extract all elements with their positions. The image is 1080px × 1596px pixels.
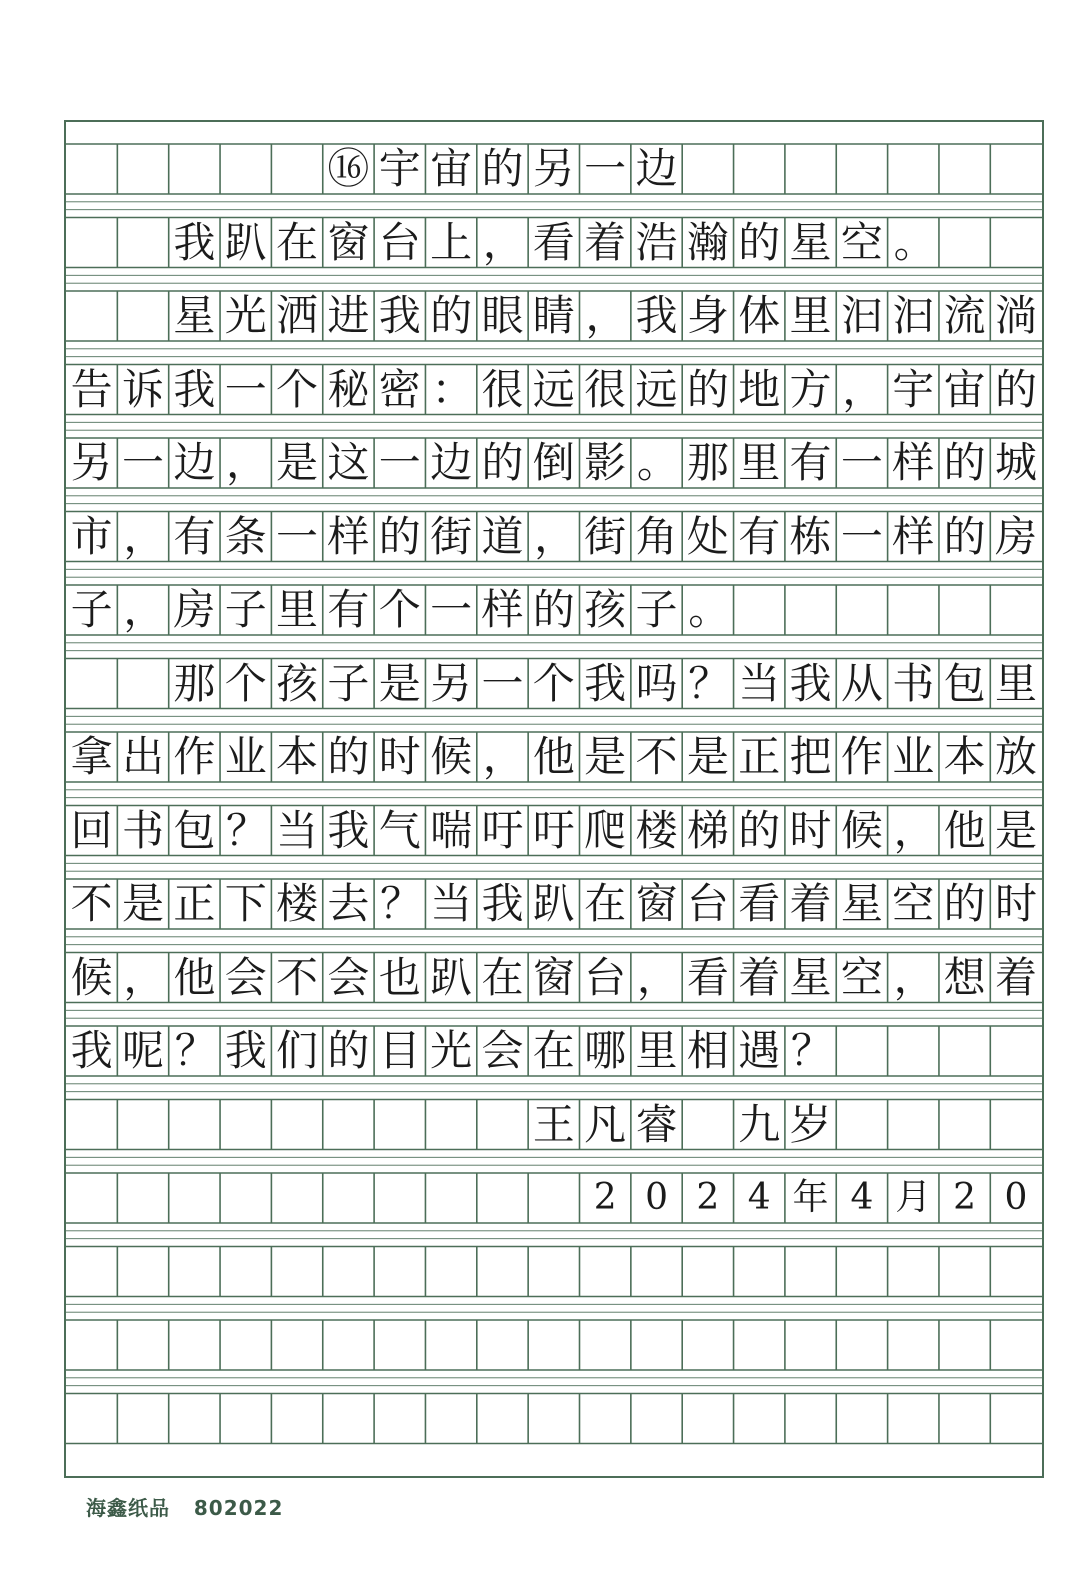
grid-char: 眼 [481, 291, 524, 340]
grid-char: 浩 [635, 217, 678, 267]
grid-char: 房 [994, 511, 1037, 561]
grid-char: 孩 [276, 658, 319, 708]
author-line [66, 1100, 1046, 1150]
grid-char: 的 [943, 879, 986, 928]
essay-line [66, 438, 1046, 488]
grid-char: ， [123, 585, 166, 634]
grid-char: 样 [481, 585, 524, 634]
grid-char: 也 [378, 952, 421, 1002]
grid-char: 2 [953, 1177, 977, 1218]
grid-char: ？ [226, 805, 269, 855]
grid-char: 宇 [378, 144, 421, 193]
grid-char: 睛 [532, 291, 575, 340]
grid-char: 那 [686, 438, 729, 487]
grid-char: 诉 [122, 364, 165, 414]
grid-char: 里 [994, 658, 1037, 708]
grid-char: 空 [840, 217, 883, 267]
grid-char: 道 [481, 511, 524, 561]
grid-char: 不 [635, 732, 678, 781]
grid-char: ， [893, 805, 936, 855]
grid-char: 边 [635, 144, 678, 193]
grid-char: 的 [738, 217, 781, 267]
grid-char [117, 659, 168, 709]
grid-char: 业 [892, 732, 935, 781]
grid-char: 体 [738, 291, 781, 340]
grid-char: 趴 [430, 952, 473, 1002]
grid-char: 里 [276, 585, 319, 634]
grid-char: ？ [174, 1026, 217, 1075]
grid-char: 业 [224, 732, 267, 781]
grid-char: 岁 [789, 1099, 832, 1149]
grid-char: 一 [584, 144, 627, 193]
grid-char: 星 [173, 291, 216, 340]
grid-char: 个 [276, 364, 319, 414]
grid-char: 子 [224, 585, 267, 634]
grid-char: 的 [943, 438, 986, 487]
grid-char: 栋 [789, 511, 832, 561]
grid-char: 吁 [481, 805, 524, 855]
grid-char: 条 [224, 511, 267, 561]
grid-char: 另 [70, 438, 113, 487]
grid-char: 他 [943, 805, 986, 855]
grid-char: 汩 [892, 291, 935, 340]
grid-char: 子 [635, 585, 678, 634]
grid-char: 窗 [327, 217, 370, 267]
grid-char: 空 [892, 879, 935, 928]
grid-char: 当 [738, 658, 781, 708]
grid-char: 看 [532, 217, 575, 267]
grid-char: ， [534, 511, 577, 561]
grid-char: 个 [378, 585, 421, 634]
grid-char: 处 [686, 511, 729, 561]
grid-char: 市 [70, 511, 113, 561]
grid-char: 喘 [430, 805, 473, 855]
grid-char: 哪 [584, 1026, 627, 1075]
grid-char: ， [482, 217, 525, 267]
grid-char: 的 [327, 732, 370, 781]
grid-char: ， [842, 364, 885, 414]
grid-char: 们 [276, 1026, 319, 1075]
grid-char: 我 [70, 1026, 113, 1075]
grid-char: 孩 [584, 585, 627, 634]
grid-char: 远 [532, 364, 575, 414]
essay-line [66, 585, 1046, 635]
grid-char: 窗 [635, 879, 678, 928]
grid-char: 的 [378, 511, 421, 561]
grid-char: 凡 [584, 1099, 627, 1149]
grid-char: 不 [276, 952, 319, 1002]
grid-char: 0 [645, 1177, 668, 1218]
grid-char: 2 [696, 1177, 720, 1218]
grid-char: 0 [1004, 1177, 1028, 1218]
grid-char: 看 [686, 952, 729, 1002]
grid-char: 会 [224, 952, 267, 1002]
grid-char: 正 [738, 732, 781, 781]
paper-brand-footer [86, 1492, 283, 1521]
grid-char: 有 [789, 438, 832, 487]
grid-char: 一 [430, 585, 473, 634]
grid-char [117, 291, 168, 341]
grid-char: 我 [173, 217, 216, 267]
grid-char: 着 [738, 952, 781, 1002]
grid-char: 个 [224, 658, 267, 708]
grid-char: 把 [789, 732, 832, 781]
grid-char: 是 [122, 879, 165, 928]
grid-char: 另 [430, 658, 473, 708]
grid-char: 样 [892, 438, 935, 487]
grid-char: 星 [840, 879, 883, 928]
essay-line [66, 879, 1046, 929]
grid-char: 书 [892, 658, 935, 708]
grid-char: 宇 [892, 364, 935, 414]
essay-title [66, 144, 1046, 194]
grid-char: 吗 [635, 658, 678, 708]
grid-char: 会 [481, 1026, 524, 1075]
grid-char: 个 [532, 658, 575, 708]
brand-name: 海鑫纸品 [86, 1496, 170, 1520]
grid-char: 4 [850, 1177, 874, 1218]
grid-char: 身 [686, 291, 729, 340]
grid-char: 着 [584, 217, 627, 267]
grid-char: 王 [532, 1099, 575, 1149]
grid-char: 一 [840, 511, 883, 561]
grid-char: 吁 [532, 805, 575, 855]
grid-char: 候 [840, 805, 883, 855]
grid-char: 目 [378, 1026, 421, 1075]
grid-char: 角 [635, 511, 678, 561]
grid-char [66, 291, 117, 341]
grid-char: 睿 [635, 1099, 678, 1149]
grid-char: 的 [327, 1026, 370, 1075]
grid-char: 楼 [635, 805, 678, 855]
grid-char: 是 [994, 805, 1037, 855]
grid-char: 样 [892, 511, 935, 561]
grid-char: 一 [378, 438, 421, 487]
essay-line [66, 365, 1046, 415]
grid-char: 作 [173, 732, 216, 781]
grid-char: 在 [532, 1026, 575, 1075]
grid-char: 街 [584, 511, 627, 561]
grid-char: 楼 [276, 879, 319, 928]
grid-char: 淌 [994, 291, 1037, 340]
essay-line [66, 291, 1046, 341]
grid-char: 一 [276, 511, 319, 561]
grid-char: ？ [380, 879, 423, 928]
grid-char: ： [431, 364, 474, 414]
grid-char: 趴 [224, 217, 267, 267]
grid-char: 一 [122, 438, 165, 487]
essay-line [66, 659, 1046, 709]
grid-char [66, 659, 117, 709]
grid-char: 在 [276, 217, 319, 267]
grid-char: 很 [584, 364, 627, 414]
grid-char: 看 [738, 879, 781, 928]
grid-char: 上 [430, 217, 473, 267]
grid-char: ， [585, 291, 628, 340]
grid-char: 地 [738, 364, 781, 414]
grid-char: 气 [378, 805, 421, 855]
grid-char: 着 [789, 879, 832, 928]
grid-char: 去 [327, 879, 370, 928]
grid-char: 流 [943, 291, 986, 340]
grid-char: 正 [173, 879, 216, 928]
grid-char: 他 [173, 952, 216, 1002]
grid-char: 台 [584, 952, 627, 1002]
grid-char: 。 [636, 438, 679, 487]
grid-char: 本 [943, 732, 986, 781]
grid-char: 有 [327, 585, 370, 634]
grid-char: 会 [327, 952, 370, 1002]
grid-char: 里 [738, 438, 781, 487]
grid-char: 放 [994, 732, 1037, 781]
grid-char: 九 [738, 1099, 781, 1149]
writing-grid-sheet [64, 120, 1044, 1478]
grid-char: 影 [584, 438, 627, 487]
grid-char: 进 [327, 291, 370, 340]
grid-char: 洒 [276, 291, 319, 340]
grid-char: 我 [635, 291, 678, 340]
grid-char: 我 [378, 291, 421, 340]
grid-char: ， [123, 511, 166, 561]
grid-char: 时 [378, 732, 421, 781]
grid-char: 候 [430, 732, 473, 781]
grid-char: 宙 [943, 364, 986, 414]
grid-char: 呢 [122, 1026, 165, 1075]
grid-char: 下 [224, 879, 267, 928]
grid-char: 出 [122, 732, 165, 781]
grid-char: 在 [584, 879, 627, 928]
grid-char: 倒 [532, 438, 575, 487]
grid-char: 不 [70, 879, 113, 928]
grid-char: ？ [688, 658, 731, 708]
grid-char: 年 [792, 1177, 829, 1218]
grid-char: ， [226, 438, 269, 487]
grid-char: 候 [70, 952, 113, 1002]
grid-char: 时 [994, 879, 1037, 928]
grid-char: 本 [276, 732, 319, 781]
grid-char: 包 [943, 658, 986, 708]
grid-char: 。 [688, 585, 731, 634]
grid-char: 台 [686, 879, 729, 928]
grid-char: 边 [173, 438, 216, 487]
grid-char: 我 [224, 1026, 267, 1075]
grid-char: 月 [895, 1177, 932, 1218]
grid-char: 从 [840, 658, 883, 708]
grid-char: 的 [994, 364, 1037, 414]
grid-char: 的 [481, 438, 524, 487]
grid-char: 我 [327, 805, 370, 855]
grid-char: 里 [789, 291, 832, 340]
handwritten-text [66, 122, 1046, 1480]
grid-char [66, 218, 117, 268]
grid-char: 瀚 [686, 217, 729, 267]
essay-line [66, 732, 1046, 782]
grid-char: 我 [173, 364, 216, 414]
date-line [66, 1173, 1046, 1223]
grid-char: 很 [481, 364, 524, 414]
grid-char: ， [636, 952, 679, 1002]
essay-line [66, 512, 1046, 562]
grid-char: 一 [840, 438, 883, 487]
grid-char: ， [123, 952, 166, 1002]
grid-char: 一 [224, 364, 267, 414]
grid-char: ， [482, 732, 525, 781]
grid-char: 子 [327, 658, 370, 708]
grid-char [117, 218, 168, 268]
grid-char: 想 [943, 952, 986, 1002]
grid-char: 方 [789, 364, 832, 414]
grid-char: 爬 [584, 805, 627, 855]
grid-char: 我 [584, 658, 627, 708]
grid-char: 宙 [430, 144, 473, 193]
grid-char: 光 [224, 291, 267, 340]
grid-char: 窗 [532, 952, 575, 1002]
grid-char: 的 [430, 291, 473, 340]
essay-line [66, 1026, 1046, 1076]
grid-char: ⑯ [327, 144, 370, 193]
essay-line [66, 806, 1046, 856]
grid-char: 有 [738, 511, 781, 561]
grid-char: 子 [70, 585, 113, 634]
grid-char: 空 [840, 952, 883, 1002]
grid-char: 的 [532, 585, 575, 634]
grid-char: 街 [430, 511, 473, 561]
grid-char: 遇 [738, 1026, 781, 1075]
grid-char: ， [893, 952, 936, 1002]
grid-char: 里 [635, 1026, 678, 1075]
grid-char: 光 [430, 1026, 473, 1075]
grid-char: 房 [173, 585, 216, 634]
grid-char: 相 [686, 1026, 729, 1075]
grid-char: 他 [532, 732, 575, 781]
essay-line [66, 953, 1046, 1003]
grid-char: 着 [994, 952, 1037, 1002]
grid-char: 4 [747, 1177, 771, 1218]
grid-char: 是 [584, 732, 627, 781]
grid-char: 汩 [840, 291, 883, 340]
grid-char: 的 [481, 144, 524, 193]
grid-char [682, 1100, 733, 1150]
grid-char: 城 [994, 438, 1037, 487]
grid-char: 秘 [327, 364, 370, 414]
grid-char: 趴 [532, 879, 575, 928]
grid-char: 我 [789, 658, 832, 708]
grid-char: 的 [686, 364, 729, 414]
grid-char: 一 [481, 658, 524, 708]
grid-char: 样 [327, 511, 370, 561]
grid-char: 拿 [70, 732, 113, 781]
grid-char: 告 [70, 364, 113, 414]
grid-char: 的 [738, 805, 781, 855]
grid-char: 2 [593, 1177, 617, 1218]
grid-char: 我 [481, 879, 524, 928]
grid-char: 作 [840, 732, 883, 781]
grid-char: 是 [686, 732, 729, 781]
grid-char: 包 [173, 805, 216, 855]
grid-char: 回 [70, 805, 113, 855]
grid-char: 是 [378, 658, 421, 708]
grid-char: 当 [430, 879, 473, 928]
grid-char: 。 [893, 217, 936, 267]
grid-char: ？ [790, 1026, 833, 1075]
essay-line [66, 218, 1046, 268]
grid-char: 当 [276, 805, 319, 855]
grid-char: 星 [789, 952, 832, 1002]
grid-char: 那 [173, 658, 216, 708]
grid-char: 时 [789, 805, 832, 855]
grid-char: 远 [635, 364, 678, 414]
grid-char: 密 [378, 364, 421, 414]
grid-char: 另 [532, 144, 575, 193]
grid-char: 星 [789, 217, 832, 267]
grid-char: 的 [943, 511, 986, 561]
grid-char: 台 [378, 217, 421, 267]
grid-char: 有 [173, 511, 216, 561]
product-code: 802022 [193, 1496, 284, 1520]
grid-char: 是 [276, 438, 319, 487]
grid-char: 这 [327, 438, 370, 487]
grid-char: 书 [122, 805, 165, 855]
grid-char: 边 [430, 438, 473, 487]
grid-char: 梯 [686, 805, 729, 855]
grid-char: 在 [481, 952, 524, 1002]
